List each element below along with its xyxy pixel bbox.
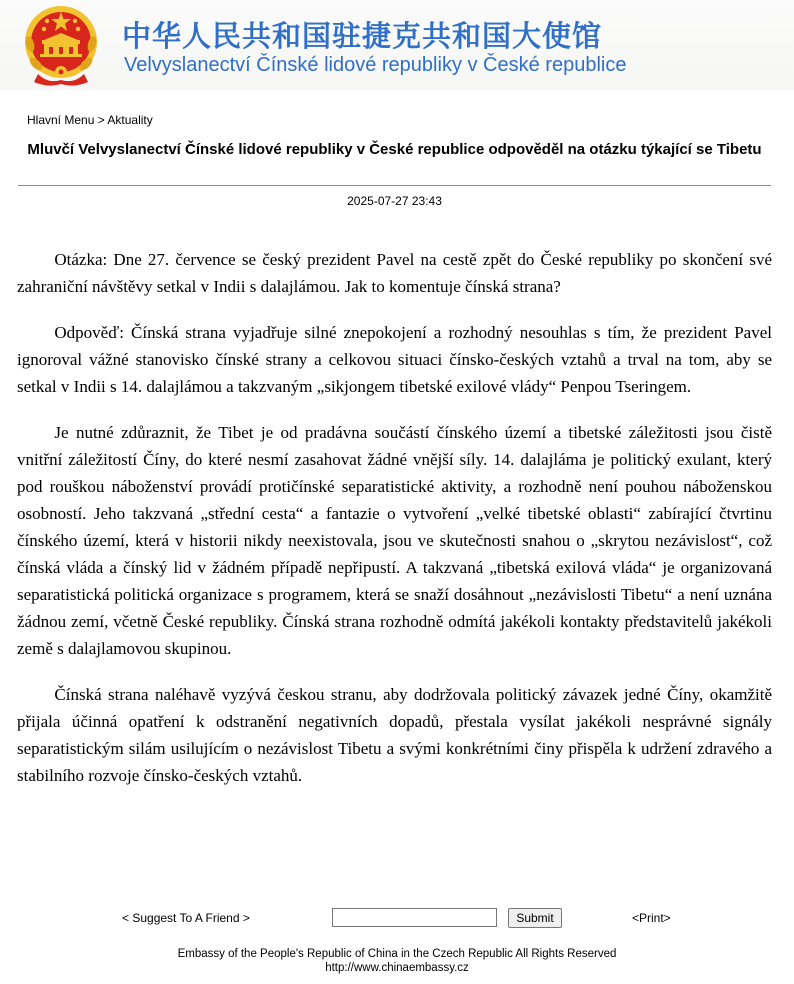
article-paragraph: Odpověď: Čínská strana vyjadřuje silné znepokojení a rozhodný nesouhlas s tím, že prezident Pavel ignoroval vážné stanovisko čínské strany a celkovou situaci čínsko-českých vztahů a trval na tom, aby se setkal v Indii s 14. dalajlámou a takzvaným „sikjongem tibetské exilové vlády“ Penpou Tseringem.	[17, 323, 772, 396]
footer-copyright: Embassy of the People's Republic of China in the Czech Republic All Rights Reserved	[177, 948, 617, 960]
site-footer	[0, 947, 794, 975]
site-title-chinese: 中华人民共和国驻捷克共和国大使馆	[122, 19, 603, 53]
article-paragraph: Čínská strana naléhavě vyzývá českou stranu, aby dodržovala politický závazek jedné Číny, okamžitě přijala účinná opatření k odstranění negativních dopadů, přestala vysílat jakékoli nesprávné signály separatistickým silám usilujícím o nezávislost Tibetu a svými konkrétními činy přispěla k udržení zdravého a stabilního rozvoje čínsko-českých vztahů.	[17, 685, 772, 785]
article-paragraph: Otázka: Dne 27. července se český prezident Pavel na cestě zpět do České republiky po skončení své zahraniční návštěvy setkal v Indii s dalajlámou. Jak to komentuje čínská strana?	[17, 250, 772, 296]
article-paragraph: Je nutné zdůraznit, že Tibet je od pradávna součástí čínského území a tibetské záležitosti jsou čistě vnitřní záležitostí Číny, do které nesmí zasahovat žádné vnější síly. 14. dalajláma je politický exulant, který pod rouškou náboženství provádí protičínské separatistické aktivity, a rozhodně není pouhou náboženskou osobností. Jeho takzvaná „střední cesta“ a fantazie o vytvoření „velké tibetské oblasti“ zabírající čtvrtinu čínského území, která v historii nikdy neexistovala, jsou ve skutečnosti snahou o „skrytou nezávislost“, což čínská vláda a čínský lid v žádném případě nepřipustí. A takzvaná „tibetská exilová vláda“ je organizovaná separatistická politická organizace s programem, která se snaží dosáhnout „nezávislosti Tibetu“ a není uznána žádnou zemí, včetně České republiky. Čínská strana rozhodně odmítá jakékoli kontakty představitelů jakékoli země s dalajlamovou skupinou.	[17, 423, 772, 658]
article-tools	[0, 906, 794, 930]
national-emblem-icon	[22, 4, 100, 86]
article-body	[17, 246, 772, 808]
title-divider	[18, 185, 771, 186]
breadcrumb-home-link[interactable]: Hlavní Menu	[27, 113, 95, 127]
breadcrumb-separator: >	[94, 113, 108, 127]
site-title-czech: Velvyslanectví Čínské lidové republiky v České republice	[124, 54, 627, 76]
suggest-to-friend-link[interactable]: < Suggest To A Friend >	[122, 911, 250, 925]
article-date: 2025-07-27 23:43	[347, 194, 442, 208]
friend-email-input[interactable]	[332, 908, 497, 927]
submit-button[interactable]: Submit	[508, 908, 562, 928]
breadcrumb	[27, 113, 153, 127]
breadcrumb-section-link[interactable]: Aktuality	[107, 113, 153, 127]
site-header	[0, 0, 794, 90]
article-title: Mluvčí Velvyslanectví Čínské lidové republiky v České republice odpověděl na otázku týkající se Tibetu	[27, 141, 762, 158]
print-link[interactable]: <Print>	[632, 911, 671, 925]
footer-url-link[interactable]: http://www.chinaembassy.cz	[325, 962, 469, 974]
